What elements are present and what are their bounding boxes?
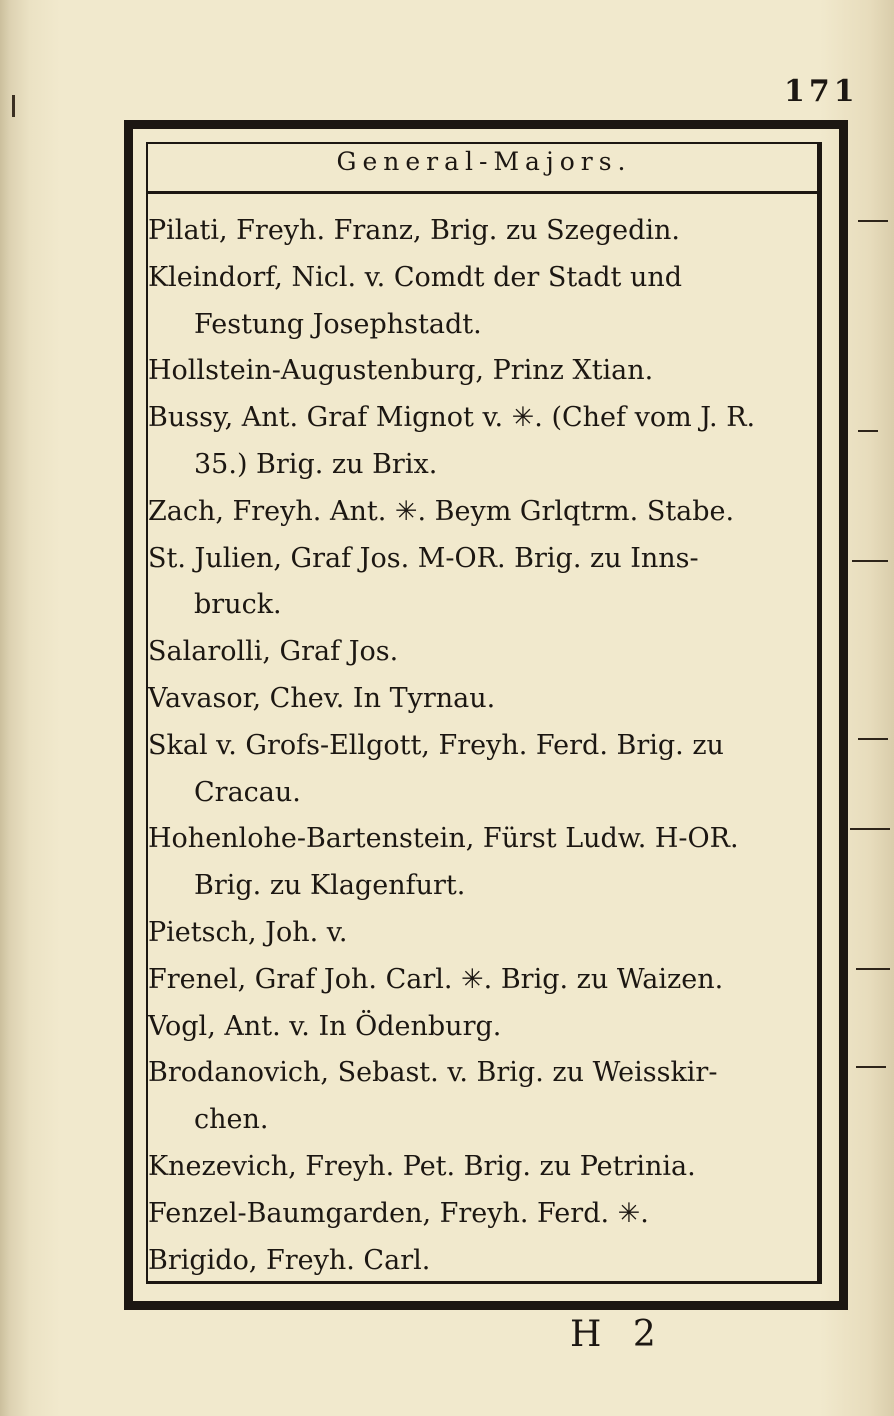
list-item — [148, 816, 820, 910]
signature-mark: H 2 — [570, 1314, 666, 1355]
margin-tick — [858, 738, 888, 740]
margin-tick — [856, 1066, 886, 1068]
margin-tick — [852, 560, 888, 562]
entry-line: Zach, Freyh. Ant. ✳. Beym Grlqtrm. Stabe. — [148, 495, 735, 527]
entry-continuation-line: bruck. — [194, 589, 282, 621]
entry-line: Kleindorf, Nicl. v. Comdt der Stadt und — [148, 261, 683, 293]
list-item — [148, 536, 820, 630]
entry-line: Bussy, Ant. Graf Mignot v. ✳. (Chef vom J. R. — [148, 402, 756, 434]
list-item — [148, 1004, 820, 1051]
list-item — [148, 910, 820, 957]
entry-continuation-line: Festung Josephstadt. — [194, 308, 482, 340]
entry-continuation-line: 35.) Brig. zu Brix. — [194, 448, 438, 480]
list-item — [148, 489, 820, 536]
entry-line: Vavasor, Chev. In Tyrnau. — [148, 682, 496, 714]
entry-continuation-line: Brig. zu Klagenfurt. — [194, 870, 466, 902]
entry-line: Skal v. Grofs-Ellgott, Freyh. Ferd. Brig. zu — [148, 729, 724, 761]
entry-continuation-line: chen. — [194, 1104, 269, 1136]
entry-line: Brigido, Freyh. Carl. — [148, 1244, 431, 1276]
entry-line: Salarolli, Graf Jos. — [148, 636, 399, 668]
list-item — [148, 1238, 820, 1285]
list-item — [148, 208, 820, 255]
list-item — [148, 395, 820, 489]
margin-tick — [858, 220, 888, 222]
margin-tick — [856, 968, 890, 970]
list-item — [148, 1144, 820, 1191]
list-item — [148, 629, 820, 676]
entry-list — [148, 208, 820, 1284]
list-item — [148, 1191, 820, 1238]
list-item — [148, 348, 820, 395]
entry-line: Vogl, Ant. v. In Ödenburg. — [148, 1010, 502, 1042]
entry-line: Pilati, Freyh. Franz, Brig. zu Szegedin. — [148, 215, 681, 246]
margin-tick — [858, 430, 878, 432]
gutter-mark — [12, 95, 15, 117]
list-item — [148, 723, 820, 817]
margin-tick — [850, 828, 890, 830]
title-divider — [148, 191, 820, 194]
list-item — [148, 957, 820, 1004]
section-title: General-Majors. — [336, 147, 632, 176]
page-number: 171 — [784, 74, 859, 109]
list-item — [148, 1050, 820, 1144]
list-item — [148, 255, 820, 349]
entry-line: St. Julien, Graf Jos. M-OR. Brig. zu Inns- — [148, 542, 699, 574]
list-item — [148, 676, 820, 723]
entry-line: Hollstein-Augustenburg, Prinz Xtian. — [148, 355, 654, 387]
entry-line: Fenzel-Baumgarden, Freyh. Ferd. ✳. — [148, 1197, 649, 1229]
entry-line: Hohenlohe-Bartenstein, Fürst Ludw. H-OR. — [148, 823, 739, 855]
entry-line: Pietsch, Joh. v. — [148, 916, 348, 948]
entry-line: Knezevich, Freyh. Pet. Brig. zu Petrinia. — [148, 1150, 696, 1182]
entry-line: Brodanovich, Sebast. v. Brig. zu Weisskir- — [148, 1057, 718, 1089]
entry-line: Frenel, Graf Joh. Carl. ✳. Brig. zu Waizen. — [148, 963, 724, 995]
entry-continuation-line: Cracau. — [194, 776, 301, 808]
